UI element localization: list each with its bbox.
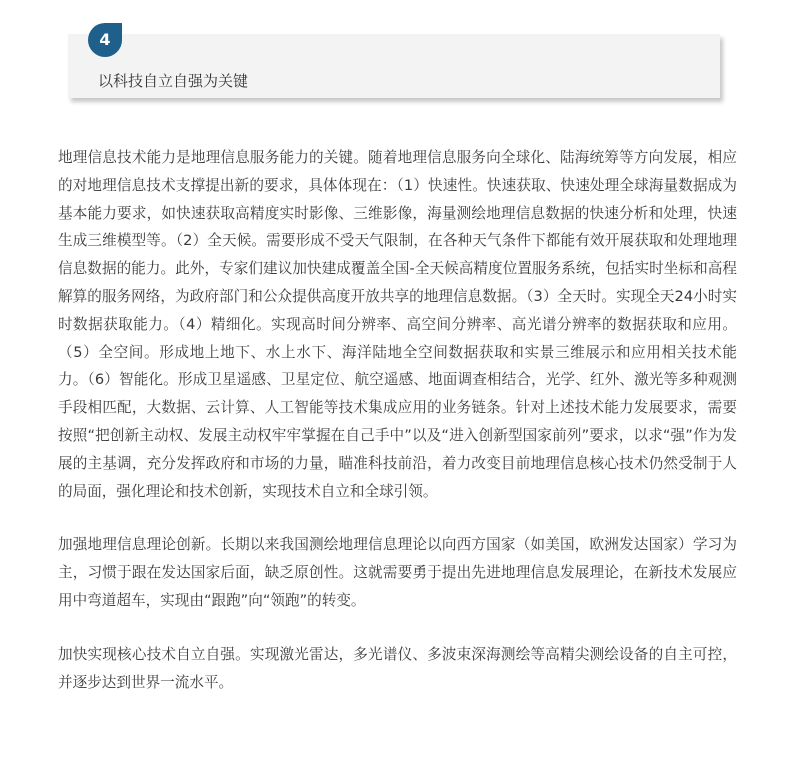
paragraph-core-technology: 加快实现核心技术自立自强。实现激光雷达，多光谱仪、多波束深海测绘等高精尖测绘设备的自主可控，并逐步达到世界一流水平。: [58, 645, 737, 691]
paragraph-theory-innovation: 加强地理信息理论创新。长期以来我国测绘地理信息理论以向西方国家（如美国，欧洲发达国家）学习为主，习惯于跟在发达国家后面，缺乏原创性。这就需要勇于提出先进地理信息发展理论，在新技术发展应用中弯道超车，实现由“跟跑”向“领跑”的转变。: [58, 536, 737, 609]
section-title: 以科技自立自强为关键: [98, 72, 249, 90]
paragraph-technical-capability: 地理信息技术能力是地理信息服务能力的关键。随着地理信息服务向全球化、陆海统筹等方向发展，相应的对地理信息技术支撑提出新的要求，具体体现在：（1）快速性。快速获取、快速处理全球海量数据成为基本能力要求，如快速获取高精度实时影像、三维影像，海量测绘地理信息数据的快速分析和处理，快速生成三维模型等。（2）全天候。需要形成不受天气限制，在各种天气条件下都能有效开展获取和处理地理信息数据的能力。此外，专家们建议加快建成覆盖全国-全天候高精度位置服务系统，包括实时坐标和高程解算的服务网络，为政府部门和公众提供高度开放共享的地理信息数据。（3）全天时。实现全天24小时实时数据获取能力。（4）精细化。实现高时间分辨率、高空间分辨率、高光谱分辨率的数据获取和应用。（5）全空间。形成地上地下、水上水下、海洋陆地全空间数据获取和实景三维展示和应用相关技术能力。（6）智能化。形成卫星遥感、卫星定位、航空遥感、地面调查相结合，光学、红外、激光等多种观测手段相匹配，大数据、云计算、人工智能等技术集成应用的业务链条。针对上述技术能力发展要求，需要按照“把创新主动权、发展主动权牢牢掌握在自己手中”以及“进入创新型国家前列”要求，以求“强”作为发展的主基调，充分发挥政府和市场的力量，瞄准科技前沿，着力改变目前地理信息核心技术仍然受制于人的局面，强化理论和技术创新，实现技术自立和全球引领。: [58, 149, 737, 500]
article-body: [58, 144, 737, 722]
section-number-badge: 4: [88, 23, 122, 57]
